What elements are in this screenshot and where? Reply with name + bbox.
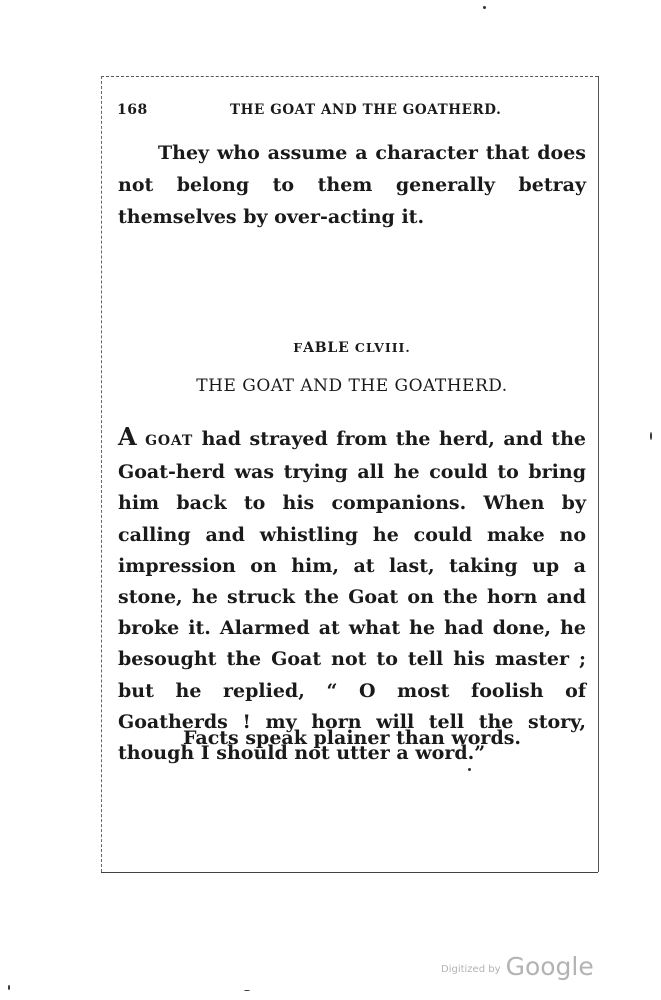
fable-number-smallcaps: ABLE bbox=[303, 340, 350, 356]
google-logo: Google bbox=[505, 952, 594, 981]
page-frame-right bbox=[598, 76, 599, 872]
fable-body bbox=[118, 421, 586, 769]
fable-moral: Facts speak plainer than words. bbox=[182, 727, 522, 749]
fable-number-rest: CLVIII. bbox=[349, 340, 411, 355]
scan-speck bbox=[650, 432, 652, 440]
previous-fable-moral: They who assume a character that does not belong to them generally betray themselves by over-acting it. bbox=[118, 142, 586, 228]
fable-first-word: GOAT bbox=[145, 433, 194, 449]
scan-speck bbox=[244, 990, 250, 991]
page-frame-top bbox=[101, 76, 598, 77]
digitized-by-watermark bbox=[441, 952, 594, 981]
page-frame-left bbox=[101, 76, 102, 872]
running-title: THE GOAT AND THE GOATHERD. bbox=[230, 102, 502, 118]
fable-number-prefix: F bbox=[293, 340, 304, 355]
fable-number bbox=[118, 340, 586, 356]
fable-body-text: had strayed from the herd, and the Goat-herd was trying all he could to bring him back to his companions. When by calling and whistling he could make no impression on him, at last, taking up a stone, he struck the Goat on the horn and broke it. Alarmed at what he had done, he besought the Goat not to tell his master ; but he replied, “ O most foolish of Goatherds ! my horn will tell the story, though I should not utter a word.” bbox=[118, 428, 586, 765]
scan-speck bbox=[8, 985, 10, 990]
page-number: 168 bbox=[117, 102, 148, 118]
fable-initial-letter: A bbox=[118, 422, 137, 451]
page-frame-bottom bbox=[101, 872, 598, 873]
watermark-prefix: Digitized by bbox=[441, 964, 501, 975]
scan-speck bbox=[483, 6, 486, 9]
fable-title: THE GOAT AND THE GOATHERD. bbox=[196, 376, 508, 396]
scan-speck bbox=[468, 768, 471, 771]
